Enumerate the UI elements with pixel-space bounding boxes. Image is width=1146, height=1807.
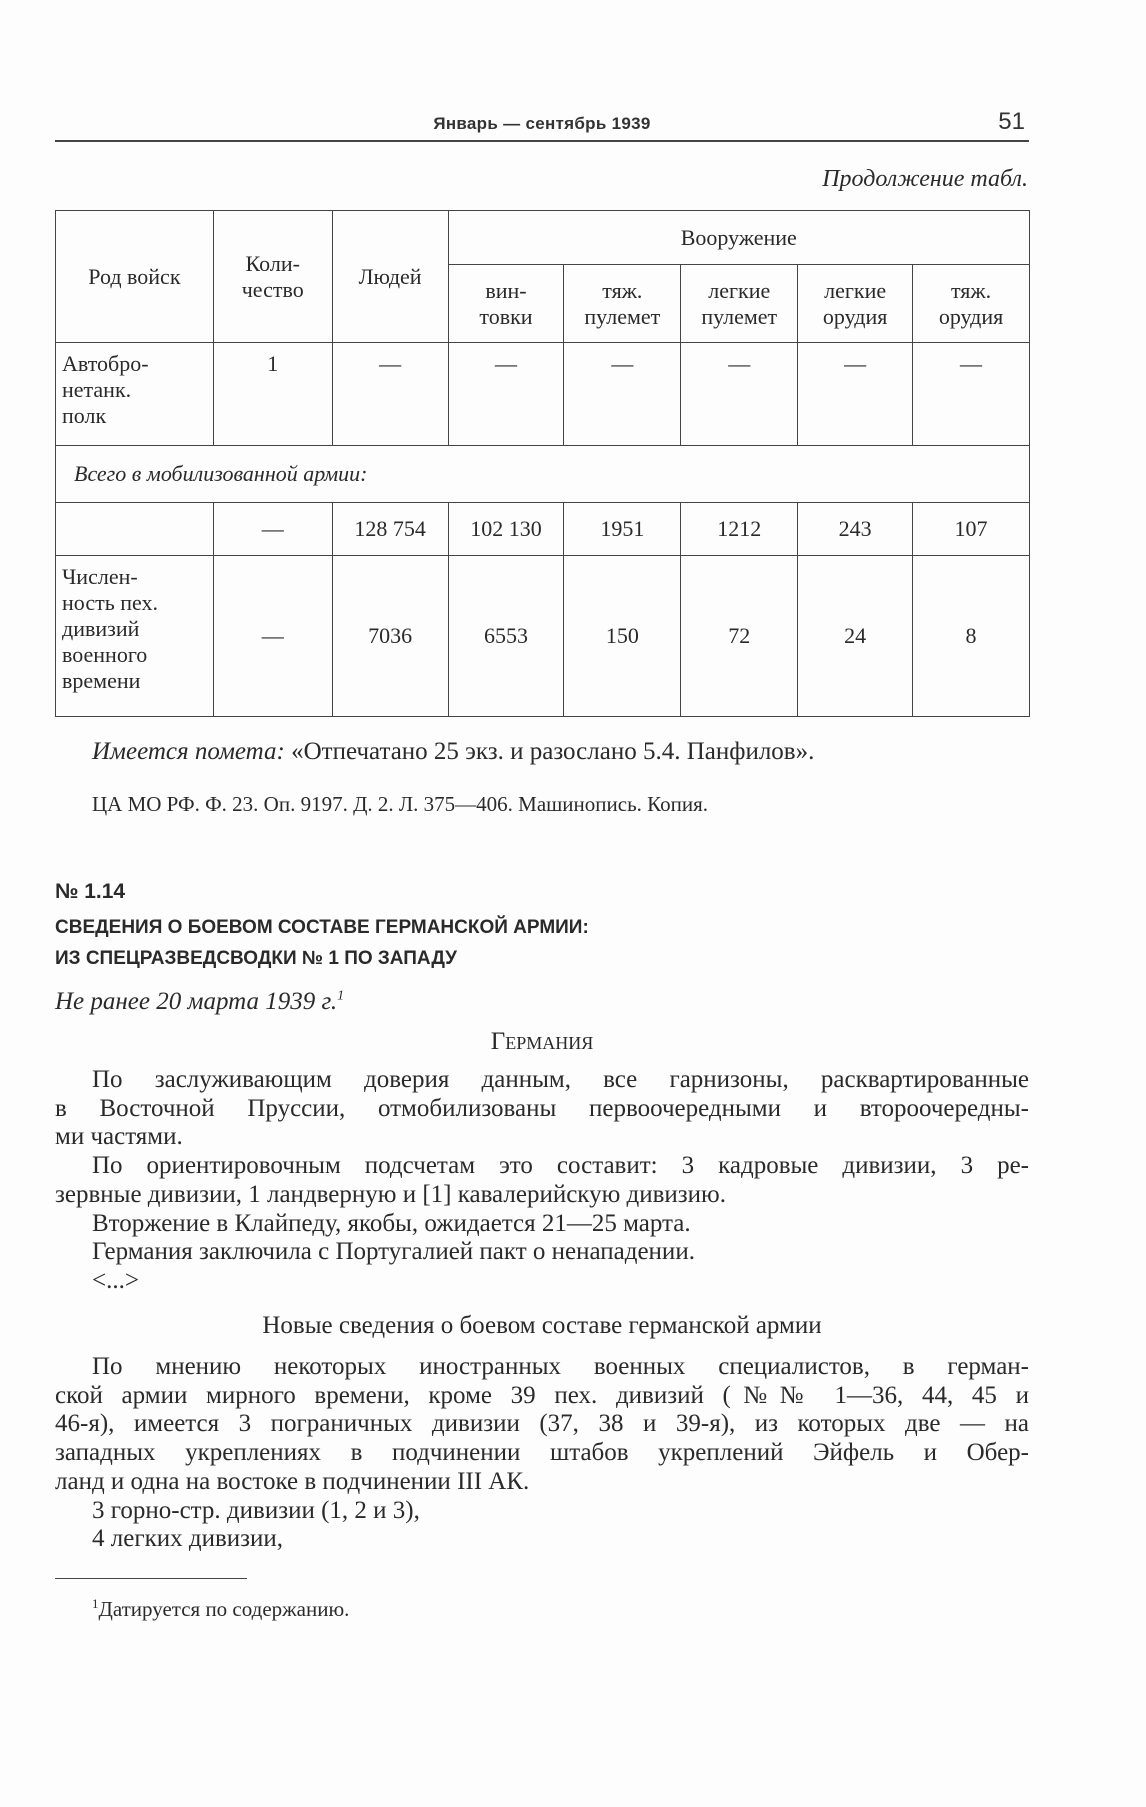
header-armament-sub: тяж. пулемет <box>564 265 681 343</box>
header-count: Коли- чество <box>213 211 332 343</box>
header-armament-sub: легкие пулемет <box>681 265 798 343</box>
note <box>92 738 814 766</box>
table-cell: — <box>913 343 1030 446</box>
row-label: Автобро- нетанк. полк <box>56 343 214 446</box>
text-line: Германия заключила с Португалией пакт о ненападении. <box>92 1238 695 1266</box>
page-number: 51 <box>998 108 1025 135</box>
table-cell: 24 <box>798 556 913 717</box>
section-heading-germany: Германия <box>490 1028 594 1055</box>
body-text-1 <box>55 1066 1029 1296</box>
table-continuation-label: Продолжение табл. <box>822 166 1028 192</box>
running-head <box>55 108 1029 142</box>
table-cell: — <box>448 343 564 446</box>
table-cell: — <box>681 343 798 446</box>
text-line: зервные дивизии, 1 ландверную и [1] кавалерийскую дивизию. <box>55 1180 726 1208</box>
section-label: Всего в мобилизованной армии: <box>56 446 1030 503</box>
text-line: По мнению некоторых иностранных военных специалистов, в герман- <box>92 1353 1029 1380</box>
text-line: Вторжение в Клайпеду, якобы, ожидается 21—25 марта. <box>92 1209 691 1237</box>
table-cell: 107 <box>913 503 1030 556</box>
text-line: ми частями. <box>55 1123 183 1151</box>
table-row <box>56 343 1030 446</box>
text-line: в Восточной Пруссии, отмобилизованы первоочередными и второочередны- <box>55 1094 1029 1122</box>
body-text-2 <box>55 1353 1029 1554</box>
header-branch: Род войск <box>56 211 214 343</box>
document-date: Не ранее 20 марта 1939 г.$^1$ <box>55 988 345 1015</box>
header-armament-sub: тяж. орудия <box>913 265 1030 343</box>
text-line: По ориентировочным подсчетам это составит: 3 кадровые дивизии, 3 ре- <box>92 1152 1029 1180</box>
text-line: <...> <box>92 1266 139 1294</box>
text-line: ской армии мирного времени, кроме 39 пех. дивизий (№№ 1—36, 44, 45 и <box>55 1381 1029 1409</box>
footnote-divider <box>55 1578 247 1579</box>
table-cell: 6553 <box>448 556 564 717</box>
document-title <box>55 912 589 974</box>
footnote-mark: 1 <box>337 988 345 1004</box>
text-line: 4 легких дивизии, <box>92 1525 284 1553</box>
table-cell: 7036 <box>332 556 448 717</box>
table-cell: 128 754 <box>332 503 448 556</box>
note-text: «Отпечатано 25 экз. и разослано 5.4. Панфилов». <box>284 738 815 765</box>
table-cell: 243 <box>798 503 913 556</box>
table-cell: 150 <box>564 556 681 717</box>
row-label <box>56 503 214 556</box>
table-cell: — <box>213 503 332 556</box>
table-cell: — <box>564 343 681 446</box>
running-title: Январь — сентябрь 1939 <box>433 114 651 133</box>
row-label: Числен- ность пех. дивизий военного времени <box>56 556 214 717</box>
header-armament-sub: легкие орудия <box>798 265 913 343</box>
archive-reference: ЦА МО РФ. Ф. 23. Оп. 9197. Д. 2. Л. 375—406. Машинопись. Копия. <box>92 792 709 816</box>
text-line: По заслуживающим доверия данным, все гарнизоны, расквартированные <box>92 1066 1029 1093</box>
text-line: западных укреплениях в подчинении штабов укреплений Эйфель и Обер- <box>55 1439 1029 1467</box>
header-armament: Вооружение <box>448 211 1029 265</box>
table-cell: 1212 <box>681 503 798 556</box>
table-cell: — <box>798 343 913 446</box>
text-line: ланд и одна на востоке в подчинении III АК. <box>55 1467 530 1495</box>
table-cell: — <box>332 343 448 446</box>
table-cell: — <box>213 556 332 717</box>
table-row <box>56 503 1030 556</box>
armament-table <box>55 210 1030 717</box>
title-line: ИЗ СПЕЦРАЗВЕДСВОДКИ № 1 ПО ЗАПАДУ <box>55 948 457 969</box>
title-line: СВЕДЕНИЯ О БОЕВОМ СОСТАВЕ ГЕРМАНСКОЙ АРМИИ: <box>55 917 589 938</box>
table-row <box>56 556 1030 717</box>
table-cell: 8 <box>913 556 1030 717</box>
section-heading-new-info: Новые сведения о боевом составе германской армии <box>262 1312 822 1339</box>
document-number: № 1.14 <box>55 880 126 903</box>
header-armament-sub: вин- товки <box>448 265 564 343</box>
header-men: Людей <box>332 211 448 343</box>
table-cell: 102 130 <box>448 503 564 556</box>
note-label: Имеется помета: <box>92 738 285 765</box>
table-cell: 72 <box>681 556 798 717</box>
table-cell: 1 <box>213 343 332 446</box>
table-cell: 1951 <box>564 503 681 556</box>
footnote: $^1$Датируется по содержанию. <box>92 1596 350 1621</box>
text-line: 46-я), имеется 3 пограничных дивизии (37, 38 и 39-я), из которых две — на <box>55 1410 1029 1438</box>
text-line: 3 горно-стр. дивизии (1, 2 и 3), <box>92 1496 420 1524</box>
